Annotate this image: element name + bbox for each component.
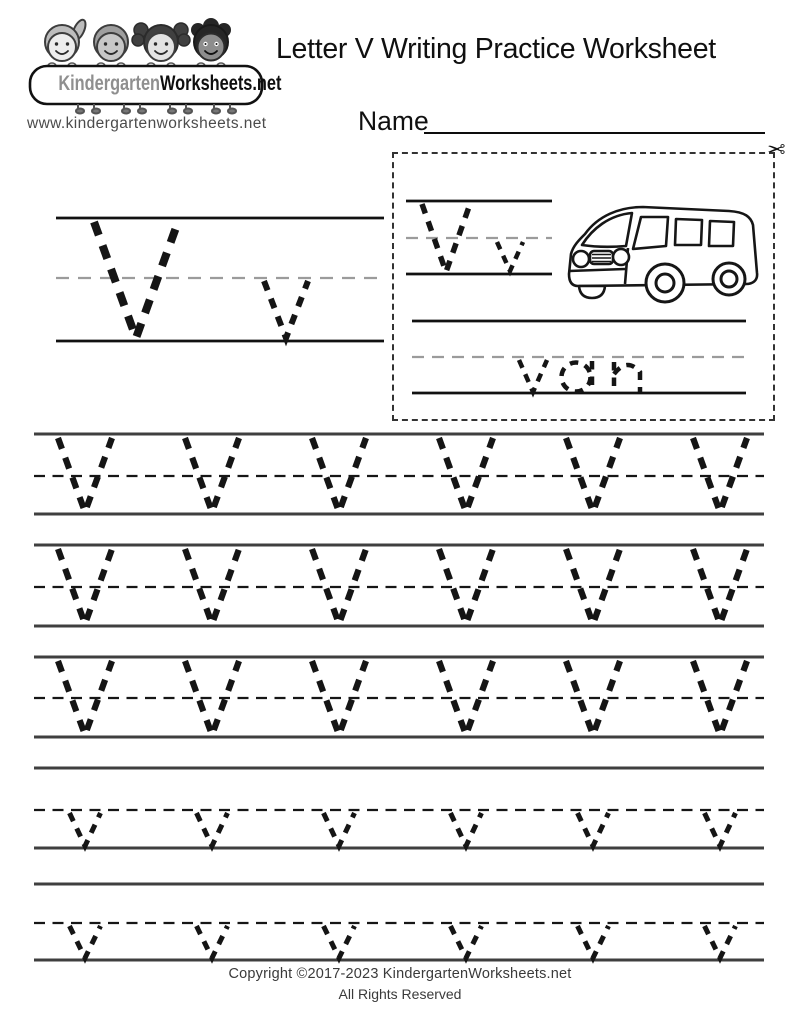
logo-kid-boy-curly bbox=[191, 18, 231, 61]
van-window-middle bbox=[675, 219, 702, 245]
scissors-icon: ✂ bbox=[766, 137, 785, 162]
letter-trace bbox=[578, 926, 609, 958]
van-illustration bbox=[562, 196, 762, 308]
letter-trace bbox=[58, 549, 112, 624]
van-front-skirt bbox=[579, 286, 605, 298]
letter-trace bbox=[324, 813, 355, 846]
letter-trace bbox=[614, 365, 640, 392]
rights-text: All Rights Reserved bbox=[338, 986, 462, 1002]
van-headlight-left bbox=[573, 251, 589, 267]
logo-text-kindergarten: Kindergarten bbox=[58, 71, 161, 95]
letter-trace bbox=[562, 363, 591, 392]
letter-trace bbox=[705, 813, 736, 846]
letter-trace bbox=[197, 813, 228, 846]
logo-kid-girl-ponytail bbox=[45, 18, 88, 61]
name-writing-line bbox=[424, 132, 765, 134]
letter-trace bbox=[185, 661, 239, 735]
letter-trace bbox=[185, 549, 239, 624]
letter-trace bbox=[185, 438, 239, 512]
letter-trace bbox=[451, 926, 482, 958]
practice-row bbox=[32, 877, 768, 969]
practice-row bbox=[32, 538, 768, 635]
logo-text-worksheets: Worksheets.net bbox=[160, 71, 282, 95]
logo-kid-girl-pigtails bbox=[132, 23, 190, 61]
name-label: Name bbox=[358, 106, 429, 136]
letter-trace bbox=[497, 242, 523, 271]
letter-trace bbox=[519, 360, 547, 392]
logo-kids-feet bbox=[76, 104, 236, 114]
letter-trace bbox=[578, 813, 609, 846]
letter-trace bbox=[705, 926, 736, 958]
logo-kid-boy-bowlcut bbox=[94, 25, 128, 61]
van-window-rear bbox=[709, 221, 734, 246]
example-box bbox=[392, 137, 785, 421]
copyright-text: Copyright ©2017-2023 KindergartenWorksheets.net bbox=[228, 966, 572, 982]
letter-trace bbox=[197, 926, 228, 958]
letter-trace bbox=[58, 438, 112, 512]
logo-banner-text bbox=[58, 71, 282, 96]
example-guide-left bbox=[50, 211, 392, 347]
page-title: Letter V Writing Practice Worksheet bbox=[276, 33, 716, 65]
letter-trace bbox=[58, 661, 112, 735]
letter-trace bbox=[70, 813, 101, 846]
van-headlight-right bbox=[613, 249, 629, 265]
letter-trace bbox=[70, 926, 101, 958]
logo-url: www.kindergartenworksheets.net bbox=[27, 115, 267, 132]
practice-row bbox=[32, 761, 768, 857]
letter-trace bbox=[324, 926, 355, 958]
letter-trace bbox=[94, 222, 178, 338]
practice-row bbox=[32, 427, 768, 523]
letter-trace bbox=[264, 281, 308, 338]
kindergartenworksheets-logo bbox=[26, 10, 266, 122]
letter-trace bbox=[451, 813, 482, 846]
practice-row bbox=[32, 650, 768, 746]
